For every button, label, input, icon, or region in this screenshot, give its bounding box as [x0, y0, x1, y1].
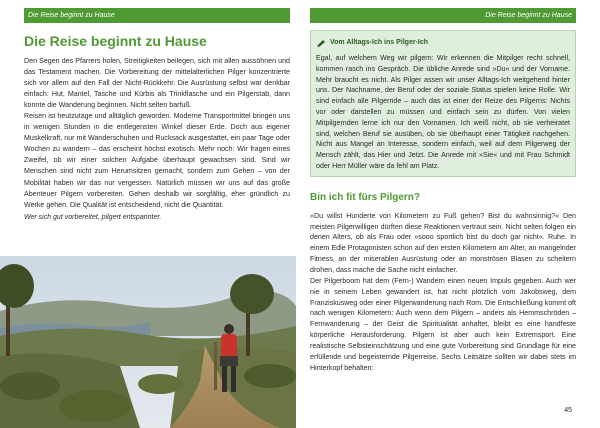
- left-body-text: [24, 56, 290, 211]
- right-body-text: [310, 211, 576, 374]
- right-column: [310, 28, 576, 373]
- right-paragraph-2: Der Pilgerboom hat dem (Fern-) Wandern einen neuen Impuls gegeben. Auch wer nie in seinem Leben gewandert ist, hat nicht plötzlich vom Jakobsweg, dem Franziskusweg oder einer Pilgerwanderung nach Rom. Die Entschließung kommt oft nach wenigen Kilometern: Auch wenn dem Pilgern – anders als Hemmschröden – Fernwanderung – der Geist die Spiritualität anhaftet, bleibt es eine handfeste körperliche Herausforderung. Pilgern ist aber auch kein Extremsport. Eine realistische Selbsteinschätzung und eine gute Vorbereitung sind Grundlage für eine erfüllende und begeisternde Pilgerreise. Sechs Leitsätze sollten wir dabei stets im Hinterkopf behalten:: [310, 276, 576, 372]
- info-box: [310, 30, 576, 177]
- info-box-title: Vom Alltags-Ich ins Pilger-Ich: [330, 39, 429, 46]
- pilgrim-landscape-illustration: [0, 256, 296, 428]
- pen-icon: [316, 34, 326, 52]
- running-head-left: Die Reise beginnt zu Hause: [24, 8, 290, 23]
- section-title: Bin ich fit fürs Pilgern?: [310, 191, 421, 203]
- right-paragraph-1: »Du willst Hunderte von Kilometern zu Fuß gehen? Bist du wahnsinnig?« Den meisten Pilgerwilligen dürften diese Reaktionen vertraut sein. Nicht selten folgen ein denen Alters, ob als Frau oder »sooo sportlich bist du doch gar nicht«. Ruhe. In einem Edle Protagonisten schon auf den ersten Kilometern am Alter, an mangelnder Fitness, an der miserablen Ausrüstung oder an monströsen Blasen zu scheitern drohen, dass mache die Sache nicht einfacher.: [310, 211, 576, 274]
- page-number: 45: [564, 407, 572, 414]
- pilgrim-photo: [0, 256, 296, 428]
- left-column: [24, 28, 290, 223]
- left-paragraph-2: Reisen ist heutzutage und alltäglich geworden. Moderne Transportmittel bringen uns in wenigen Stunden in die entlegensten Winkel dieser Erde. Doch aus eigener Muskelkraft, nur mit Wanderschuhen und Rucksack ausgestattet, ein paar Tage oder Wochen zu wandern – das erscheint höchst exotisch. Mehr noch: Wir fragen eines Zweifel, ob wir einer solchen Aufgabe überhaupt gewachsen sind. Sind wir Menschen sind nicht zum Herumsitzen gemacht, sondern zum Gehen – von der Mobilität haben wir das nur vergessen. Natürlich müssen wir uns auf das große Abenteuer Pilgern vorbereiten. Gehen deshalb wir sorgfältig, eher gründlich zu Werke gehen. Die Qualität ist entscheidend, nicht die Quantität.: [24, 112, 290, 209]
- page-title: Die Reise beginnt zu Hause: [24, 33, 207, 49]
- info-box-text: Egal, auf welchem Weg wir pilgern: Wir erkennen die Mitpilger recht schnell, kommen rasch ins Gespräch. Die übliche Anrede sind »Du« und der Vorname. Mehr braucht es nicht. Als Pilger assen wir unser Alltags-Ich weitgehend hinter uns. Der Nachname, der Beruf oder der soziale Status spielen keine Rolle. Wir sind einfach alle Pilgernde – auch das ist einer der Reize des Pilgerns: Nichts vor oder darstellen zu müssen und einfach sein zu dürfen. Von vielen Mitpilgernden lerne ich nur den Vornamen. Ich weiß nicht, ob sie verheiratet sind, welchen Beruf sie ausüben, ob sie überhaupt einer Tätigkeit nachgehen. Nicht aus Mangel an Interesse, sondern einfach, weil auf dem Pilgerweg der Mensch zählt, das Hier und Jetzt. Die Anrede mit »Sie« und mit Frau Schmidt oder Herr Müller wäre da fehl am Platz.: [316, 54, 570, 170]
- photo-caption: Wer sich gut vorbereitet, pilgert entspannter.: [24, 213, 162, 221]
- info-box-header: [316, 34, 570, 52]
- left-paragraph-1: Den Segen des Pfarrers holen, Streitigkeiten beilegen, sich mit allen aussöhnen und das Testament machen. Die Vorbereitung der mittelalterlichen Pilger konzentrierte sich vor allem auf den Fall der Nicht-Rückkehr. Die Ausrüstung selbst war denkbar einfach: Hut, Mantel, Tasche und Kürbis als Trinkflasche und ein Pilgerstab, dann konnte die Wanderung beginnen. Nicht selten barfuß.: [24, 57, 290, 110]
- running-head-right: Die Reise beginnt zu Hause: [310, 8, 576, 23]
